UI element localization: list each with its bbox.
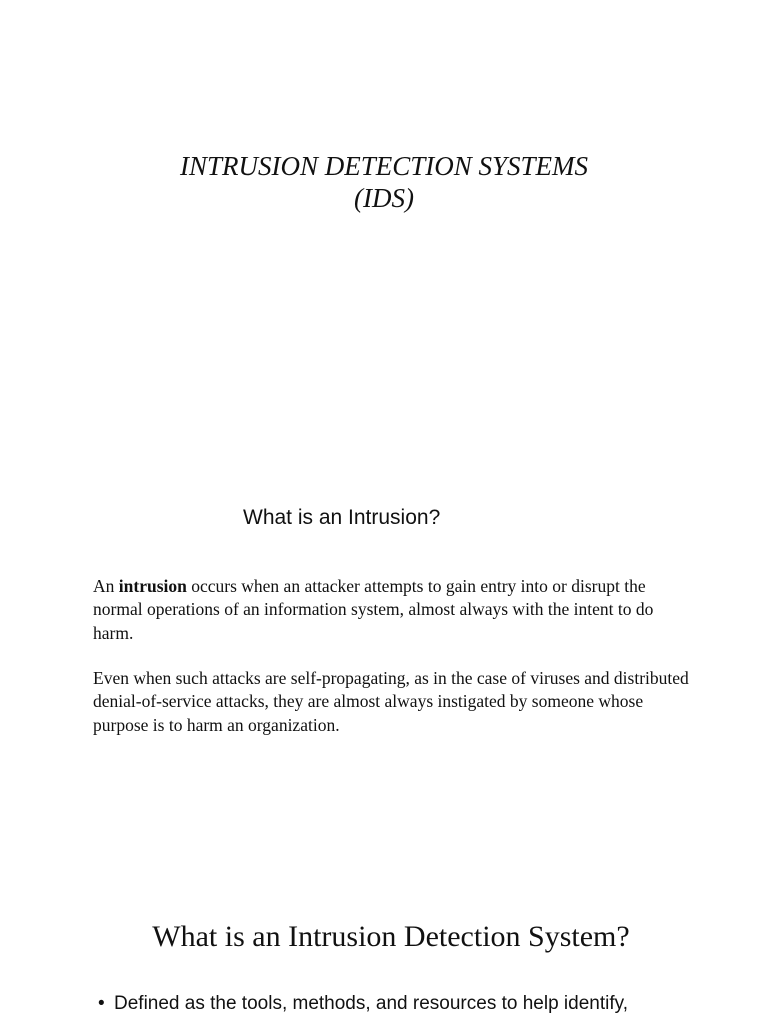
intrusion-definition-paragraph <box>93 575 693 645</box>
intrusion-heading: What is an Intrusion? <box>243 506 441 529</box>
paragraph-rest: occurs when an attacker attempts to gain entry into or disrupt the normal operations of an information system, almost always with the intent to do harm. <box>93 576 654 643</box>
bullet-icon: • <box>98 993 105 1014</box>
bullet-text: Defined as the tools, methods, and resources to help identify, <box>114 993 629 1014</box>
paragraph-lead: An <box>93 576 119 596</box>
intrusion-term: intrusion <box>118 576 187 596</box>
slide-title <box>0 150 768 214</box>
title-line-1: INTRUSION DETECTION SYSTEMS <box>179 151 589 181</box>
title-line-2: (IDS) <box>354 183 414 213</box>
bullet-item <box>98 990 758 1018</box>
ids-heading: What is an Intrusion Detection System? <box>152 920 630 953</box>
attack-origin-paragraph: Even when such attacks are self-propagating, as in the case of viruses and distributed denial-of-service attacks, they are almost always instigated by someone whose purpose is to harm an organization. <box>93 668 689 735</box>
